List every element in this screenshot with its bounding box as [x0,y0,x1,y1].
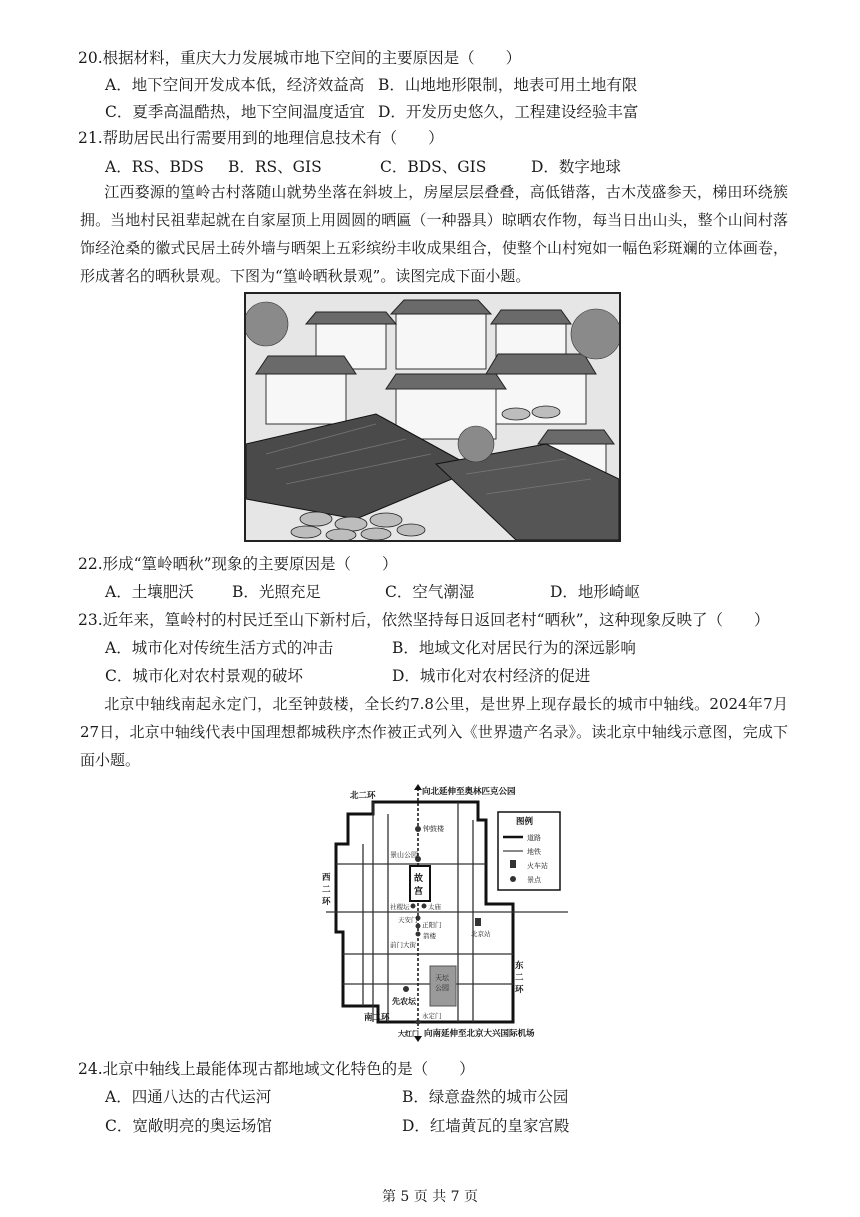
q22-option-d: D．地形崎岖 [550,583,640,601]
legend-station: 火车站 [527,863,548,870]
label-ring-west-1: 西 [322,872,331,882]
label-tiantan-2: 公园 [435,985,449,992]
q21-option-b: B．RS、GIS [228,158,322,176]
label-jianlou: 箭楼 [423,933,436,940]
q20-option-a: A．地下空间开发成本低，经济效益高 [105,76,365,94]
spot-xiannongtan [403,986,409,992]
label-dahongmen: 大红门 [398,1031,419,1038]
map-legend [498,812,560,890]
q24-option-a: A．四通八达的古代运河 [105,1088,272,1106]
label-ring-north: 北二环 [350,790,376,800]
q23-stem: 23.近年来，篁岭村的村民迁至山下新村后，依然坚持每日返回老村“晒秋”，这种现象反映了（ ） [78,611,770,629]
label-qianmen: 前门大街 [390,942,416,949]
q24-option-d: D．红墙黄瓦的皇家宫殿 [402,1117,570,1135]
q21-option-a: A．RS、BDS [105,158,204,176]
label-ring-west-3: 环 [322,896,331,906]
label-tiantan-1: 天坛 [435,975,449,982]
page-number: 第 5 页 共 7 页 [381,1189,479,1205]
label-beijingzhan: 北京站 [471,931,491,938]
legend-spot: 景点 [527,877,541,884]
q24-option-b: B．绿意盎然的城市公园 [402,1088,569,1106]
q23-option-d: D．城市化对农村经济的促进 [392,667,591,685]
q20-option-d: D．开发历史悠久，工程建设经验丰富 [378,103,639,121]
legend-title: 图例 [516,816,534,826]
q22-option-a: A．土壤肥沃 [105,583,194,601]
q20-stem: 20.根据材料，重庆大力发展城市地下空间的主要原因是（ ） [78,49,522,67]
spot-taimiao [422,904,427,909]
q21-option-c: C．BDS、GIS [380,158,487,176]
label-gugong-1: 故 [414,873,424,883]
label-ring-east-1: 东 [515,960,524,970]
label-taimiao: 太庙 [428,904,441,911]
q23-option-b: B．地域文化对居民行为的深远影响 [392,639,636,657]
label-tiananmen: 天安门 [398,917,418,924]
label-ring-south: 南二环 [364,1012,390,1022]
q22-stem: 22.形成“篁岭晒秋”现象的主要原因是（ ） [78,555,398,573]
label-shejitan: 社稷坛 [390,904,410,911]
label-ring-west-2: 二 [322,884,331,894]
passage-beijing-axis: 北京中轴线南起永定门，北至钟鼓楼，全长约7.8公里，是世界上现存最长的城市中轴线。2024年7月27日，北京中轴线代表中国理想都城秩序杰作被正式列入《世界遗产名录》。读北京中轴线示意图，完成下面小题。 [80,695,788,769]
q22-option-b: B．光照充足 [232,583,321,601]
spot-jianlou [416,932,421,937]
station-beijingzhan [475,918,481,926]
legend-subway: 地铁 [527,849,541,856]
q21-stem: 21.帮助居民出行需要用到的地理信息技术有（ ） [78,129,444,147]
q20-option-c: C．夏季高温酷热，地下空间温度适宜 [105,103,365,121]
q22-option-c: C．空气潮湿 [385,583,475,601]
huangling-photo [244,292,621,542]
passage-huangling: 江西婺源的篁岭古村落随山就势坐落在斜坡上，房屋层层叠叠，高低错落，古木茂盛参天，梯田环绕簇拥。当地村民祖辈起就在自家屋顶上用圆圆的晒匾（一种器具）晾晒农作物，每当日出山头，整个山间村落饰经沧桑的徽式民居土砖外墙与晒架上五彩缤纷丰收成果组合，使整个山村宛如一幅色彩斑斓的立体画卷，形成著名的晒秋景观。下图为“篁岭晒秋景观”。读图完成下面小题。 [80,183,788,285]
spot-yongdingmen [416,1020,421,1025]
label-jingshan: 景山公园 [390,852,418,859]
beijing-axis-map [318,784,568,1042]
label-zhengyangmen: 正阳门 [422,922,442,929]
q24-stem: 24.北京中轴线上最能体现古都地域文化特色的是（ ） [78,1060,475,1078]
spot-shejitan [411,904,416,909]
label-south-ext: 向南延伸至北京大兴国际机场 [424,1028,535,1038]
label-xiannongtan: 先农坛 [392,997,416,1006]
q23-option-a: A．城市化对传统生活方式的冲击 [105,639,334,657]
label-gugong-2: 宫 [414,886,424,896]
label-yongdingmen: 永定门 [422,1013,442,1020]
q23-option-c: C．城市化对农村景观的破坏 [105,667,303,685]
legend-road: 道路 [527,835,541,842]
q20-option-b: B．山地地形限制，地表可用土地有限 [378,76,638,94]
label-north-ext: 向北延伸至奥林匹克公园 [422,786,516,796]
q24-option-c: C．宽敞明亮的奥运场馆 [105,1117,272,1135]
q21-option-d: D．数字地球 [531,158,621,176]
spot-zhonggulou [415,826,421,832]
spot-zhengyangmen [416,924,421,929]
label-ring-east-3: 环 [515,984,524,994]
label-ring-east-2: 二 [515,972,524,982]
label-zhonggulou: 钟鼓楼 [423,826,444,833]
